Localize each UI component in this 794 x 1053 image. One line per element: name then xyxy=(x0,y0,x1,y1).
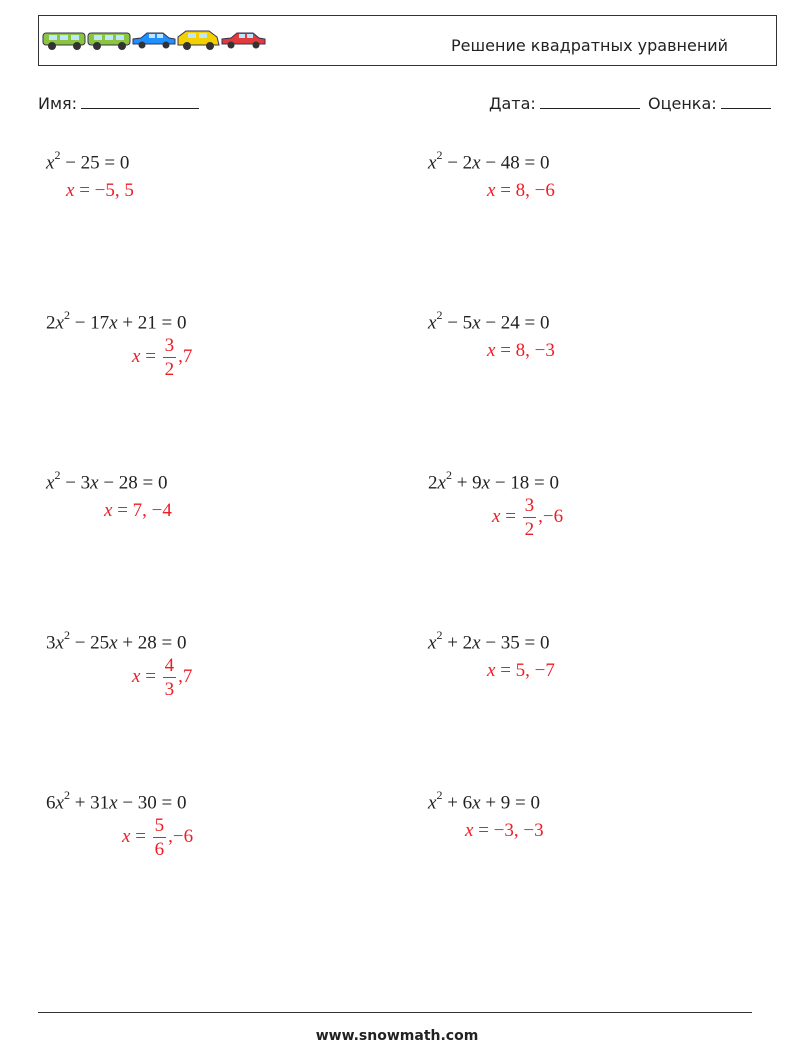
equation: $x^2 - 5x - 24 = 0$ xyxy=(428,308,550,334)
worksheet-header xyxy=(38,15,777,66)
answer: x = 8, −6 xyxy=(487,180,555,201)
problem xyxy=(46,468,172,521)
name-label: Имя: xyxy=(38,94,78,113)
problem xyxy=(428,468,564,540)
fraction: $\frac{5}{6}$ xyxy=(154,815,165,860)
car-icon xyxy=(43,33,85,50)
answer: x = −5, 5 xyxy=(66,180,134,201)
date-blank xyxy=(540,94,640,109)
grade-label: Оценка: xyxy=(648,94,717,113)
date-field xyxy=(489,94,640,113)
problem xyxy=(46,788,194,860)
answer: x = 8, −3 xyxy=(487,340,555,361)
answer: x = $\frac{5}{6}$ ,−6 xyxy=(122,815,194,860)
equation: $x^2 + 2x - 35 = 0$ xyxy=(428,628,550,654)
problem xyxy=(428,788,544,841)
car-icon xyxy=(133,33,175,49)
answer: x = $\frac{3}{2}$ ,7 xyxy=(132,335,193,380)
problem xyxy=(428,148,555,201)
problem xyxy=(46,148,134,201)
answer: x = 5, −7 xyxy=(487,660,555,681)
fraction: $\frac{4}{3}$ xyxy=(164,655,175,700)
worksheet-title: Решение квадратных уравнений xyxy=(451,36,729,55)
car-icon xyxy=(222,33,265,49)
car-icon xyxy=(88,33,130,50)
grade-field xyxy=(648,94,771,113)
problem xyxy=(428,308,555,361)
name-blank xyxy=(81,94,199,109)
answer: x = 7, −4 xyxy=(104,500,172,521)
problem xyxy=(46,628,193,700)
equation: $3x^2 - 25x + 28 = 0$ xyxy=(46,628,187,654)
equation: $x^2 - 2x - 48 = 0$ xyxy=(428,148,550,174)
equation: $x^2 - 3x - 28 = 0$ xyxy=(46,468,168,494)
answer: x = $\frac{4}{3}$ ,7 xyxy=(132,655,193,700)
equation: $6x^2 + 31x - 30 = 0$ xyxy=(46,788,187,814)
car-icon xyxy=(178,31,219,50)
name-field xyxy=(38,94,199,113)
date-label: Дата: xyxy=(489,94,536,113)
fraction: $\frac{3}{2}$ xyxy=(524,495,535,540)
fraction: $\frac{3}{2}$ xyxy=(164,335,175,380)
cars-logo xyxy=(41,27,271,53)
answer: x = −3, −3 xyxy=(465,820,544,841)
grade-blank xyxy=(721,94,771,109)
problem xyxy=(46,308,193,380)
equation: $x^2 - 25 = 0$ xyxy=(46,148,130,174)
footer-url: www.snowmath.com xyxy=(315,1028,479,1044)
equation: $2x^2 - 17x + 21 = 0$ xyxy=(46,308,187,334)
equation: $x^2 + 6x + 9 = 0$ xyxy=(428,788,541,814)
problem xyxy=(428,628,555,681)
answer: x = $\frac{3}{2}$ ,−6 xyxy=(492,495,564,540)
footer-divider xyxy=(38,1012,752,1013)
equation: $2x^2 + 9x - 18 = 0$ xyxy=(428,468,560,494)
